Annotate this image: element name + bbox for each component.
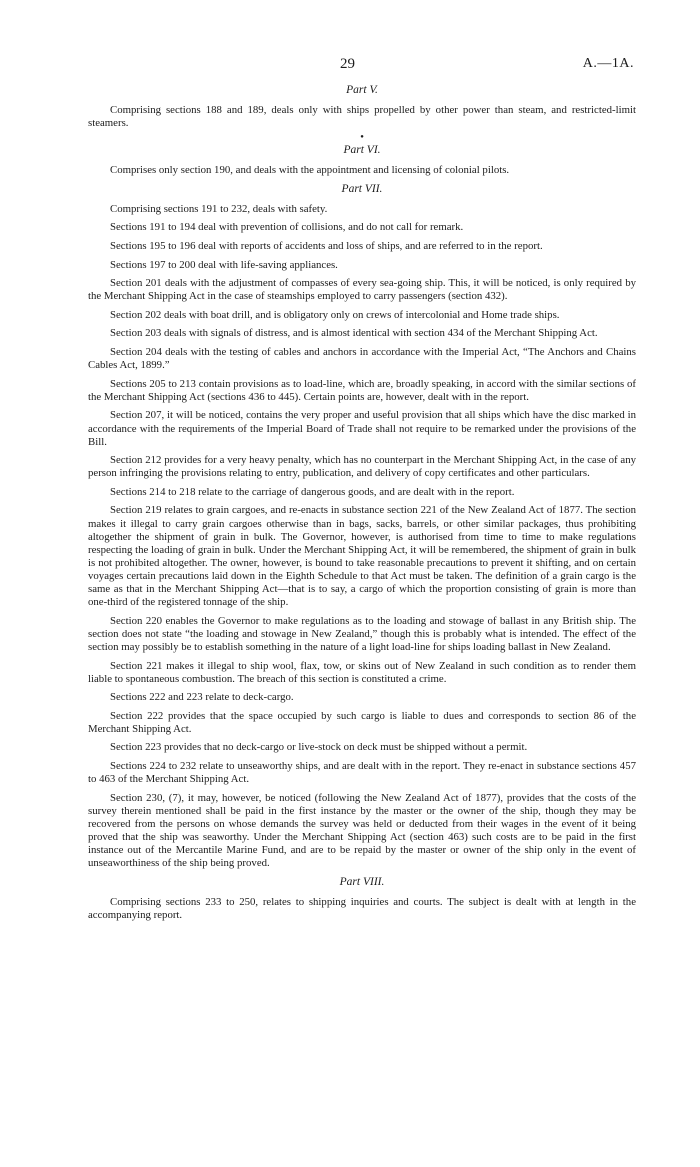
- part-vii-paragraph: Section 212 provides for a very heavy penalty, which has no counterpart in the Merchant Shipping Act, in the case of any person infringing the provisions relating to entry, publication, and delivery of copy certificates and other particulars.: [88, 454, 636, 480]
- part-vii-paragraph: Section 201 deals with the adjustment of compasses of every sea-going ship. This, it will be noticed, is only required by the Merchant Shipping Act in the case of steamships employed to carry passengers (section 432).: [88, 277, 636, 303]
- part-vii-paragraph: Section 219 relates to grain cargoes, and re-enacts in substance section 221 of the New Zealand Act of 1877. The section makes it illegal to carry grain cargoes otherwise than in bags, sacks, barrels, or other similar packages, thus prohibiting altogether the shipment of grain in bulk. The Governor, however, is authorised from time to time to make regulations respecting the loading of grain in bulk. Under the Merchant Shipping Act, it will be remembered, the shipment of grain in bulk is not prohibited altogether. The owner, however, is bound to take reasonable precautions to prevent it shifting, and on certain voyages certain precautions laid down in the Eighth Schedule to that Act must be taken. The definition of a grain cargo is the same as that in the Merchant Shipping Act—that is to say, a cargo of which the proportion consisting of grain is more than one-third of the registered tonnage of the ship.: [88, 504, 636, 609]
- part-vii-paragraph: Section 223 provides that no deck-cargo or live-stock on deck must be shipped without a permit.: [110, 741, 528, 754]
- part-vii-paragraph: Comprising sections 191 to 232, deals with safety.: [110, 202, 328, 215]
- part-v-heading: Part V.: [346, 84, 378, 96]
- part-vii-paragraph: Sections 191 to 194 deal with prevention of collisions, and do not call for remark.: [110, 221, 464, 234]
- part-vii-paragraph: Section 207, it will be noticed, contains the very proper and useful provision that all ships which have the disc marked in accordance with the requirements of the Imperial Board of Trade shall not require to be remarked under the provisions of the Bill.: [88, 409, 636, 448]
- part-vii-paragraph: Section 230, (7), it may, however, be noticed (following the New Zealand Act of 1877), provides that the costs of the survey therein mentioned shall be paid in the first instance by the master or the owner of the ship, though they may be recovered from the persons on whose demands the survey was held or deducted from their wages in the event of it being proved that the ship was seaworthy. Under the Merchant Shipping Act (section 463) such costs are to be paid in the first instance out of the Mercantile Marine Fund, and are to be repaid by the master or owner of the ship only in the event of unseaworthiness of the ship being proved.: [88, 791, 636, 870]
- part-vii-paragraph: Section 220 enables the Governor to make regulations as to the loading and stowage of ballast in any British ship. The section does not state “the loading and stowage in New Zealand,” though this is probably what is intended. The effect of the section may possibly be to establish something in the nature of a light load-line for ships loading ballast in New Zealand.: [88, 614, 636, 653]
- part-vii-paragraph: Sections 205 to 213 contain provisions as to load-line, which are, broadly speaking, in accord with the similar sections of the Merchant Shipping Act (sections 436 to 445). Certain points are, however, dealt with in the report.: [88, 377, 636, 403]
- part-vii-paragraph: Sections 224 to 232 relate to unseaworthy ships, and are dealt with in the report. They re-enact in substance sections 457 to 463 of the Merchant Shipping Act.: [88, 760, 636, 786]
- part-v-paragraph: Comprising sections 188 and 189, deals only with ships propelled by other power than steam, and restricted-limit steamers.: [88, 104, 636, 130]
- page-number: 29: [340, 56, 355, 72]
- part-vii-paragraph: Section 202 deals with boat drill, and is obligatory only on crews of intercolonial and Home trade ships.: [110, 308, 560, 321]
- part-vii-heading: Part VII.: [341, 182, 383, 195]
- part-vii-paragraph: Section 222 provides that the space occupied by such cargo is liable to dues and corresponds to section 86 of the Merchant Shipping Act.: [88, 709, 636, 735]
- part-vii-paragraph: Sections 214 to 218 relate to the carriage of dangerous goods, and are dealt with in the report.: [110, 485, 515, 498]
- page-header: [88, 56, 636, 80]
- part-vii-paragraph: Section 203 deals with signals of distress, and is almost identical with section 434 of the Merchant Shipping Act.: [110, 327, 598, 340]
- part-vi-heading: Part VI.: [343, 143, 381, 156]
- separator-dot: ●: [360, 133, 364, 140]
- part-vii-paragraph: Sections 222 and 223 relate to deck-cargo.: [110, 691, 294, 704]
- part-viii-heading: Part VIII.: [339, 876, 385, 889]
- document-reference: A.—1A.: [582, 56, 634, 71]
- part-vii-paragraph: Sections 197 to 200 deal with life-saving appliances.: [110, 258, 338, 271]
- part-viii-paragraph: Comprising sections 233 to 250, relates to shipping inquiries and courts. The subject is dealt with at length in the accompanying report.: [88, 896, 636, 922]
- part-vi-paragraph: Comprises only section 190, and deals with the appointment and licensing of colonial pilots.: [110, 163, 510, 176]
- part-vii-paragraph: Section 221 makes it illegal to ship wool, flax, tow, or skins out of New Zealand in such condition as to render them liable to spontaneous combustion. The breach of this section is constituted a crime.: [88, 659, 636, 685]
- part-vii-paragraph: Sections 195 to 196 deal with reports of accidents and loss of ships, and are referred to in the report.: [110, 239, 543, 252]
- part-vii-paragraph: Section 204 deals with the testing of cables and anchors in accordance with the Imperial Act, “The Anchors and Chains Cables Act, 1899.”: [88, 346, 636, 372]
